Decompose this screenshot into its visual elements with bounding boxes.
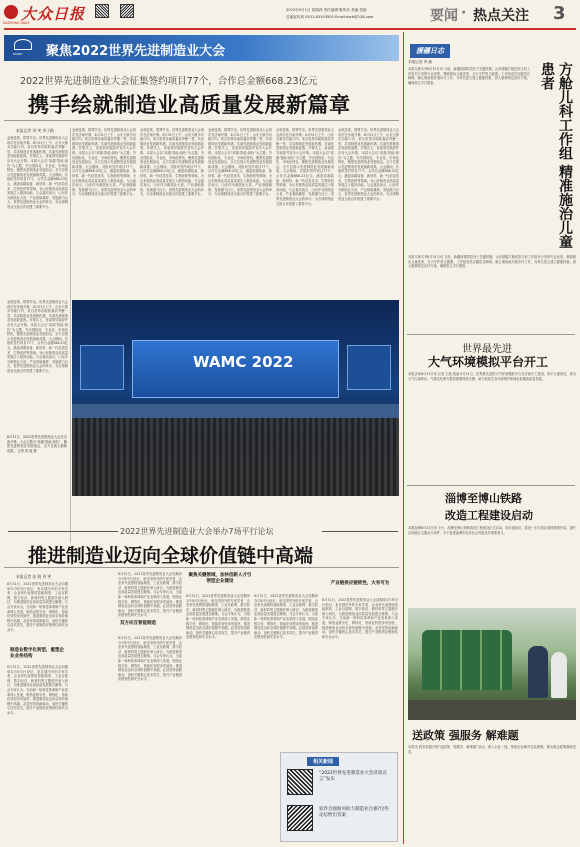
- qr-code: [95, 4, 109, 18]
- sidebar-vertical-title: 方舱儿科工作组 精准施治儿童患者: [539, 62, 573, 249]
- article2-body-col1b: 8月31日，2022世界先进制造业大会同期举办7场平行论坛，来自国内外的专家学者、企业家代表围绕智能制造、工业互联网、数字经济、新材料等主题展开深入研讨，为推进制造业高质量发展建言献策。与会专家认为，当前新一轮科技革命和产业变革深入发展，制造业数字化、网络化、智能化转型步伐加快，推进制造业迈向全球价值链中高端，必须坚持创新驱动，加快关键核心技术攻关，提升产业链供应链韧性和安全水平。: [7, 665, 68, 715]
- worker-figure: [528, 646, 548, 698]
- article2-body-col2a: 8月31日，2022世界先进制造业大会同期举办7场平行论坛，来自国内外的专家学者、企业家代表围绕智能制造、工业互联网、数字经济、新材料等主题展开深入研讨，为推进制造业高质量发展建言献策。与会专家认为，当前新一轮科技革命和产业变革深入发展，制造业数字化、网络化、智能化转型步伐加快，推进制造业迈向全球价值链中高端，必须坚持创新驱动，加快关键核心技术攻关，提升产业链供应链韧性和安全水平。: [118, 572, 182, 618]
- stage-screen-text: WAMC 2022: [193, 353, 294, 371]
- article1-byline: 本报记者 刘 笑 李子路: [16, 128, 54, 133]
- article2-sub4: 产业链供应链韧性，大有可为: [330, 581, 390, 586]
- side-screen-right: [347, 345, 391, 390]
- banner-title: 聚焦2022世界先进制造业大会: [46, 44, 226, 59]
- article1-body-col1b: 金秋送爽，群贤毕至。世界先进制造业大会再次在济南开幕。8月31日上午，山东大厦多功能厅内，来自世界各地的嘉宾齐聚一堂，共话制造业发展新机遇，共谋先进制造业发展新蓝图。开幕式上，省委领导致辞并宣布大会开幕。本届大会以“高端·智能·绿色”为主题，突出国际化、专业化、市场化特色，聚焦先进制造业发展前沿，全方位展示先进制造业发展最新成果。大会期间，共组织签约项目77个，合作总金额668.23亿元，涵盖高端装备、新材料、新一代信息技术、生物医药等领域，为山东制造业高质量发展注入强劲动能。与会嘉宾表示，山东作为制造业大省，产业基础雄厚，发展潜力巨大，世界先进制造业大会的举办，为全球制造业交流合作搭建了重要平台。: [7, 300, 68, 373]
- ground: [408, 700, 576, 720]
- article2-body-col3: 8月31日，2022世界先进制造业大会同期举办7场平行论坛，来自国内外的专家学者、企业家代表围绕智能制造、工业互联网、数字经济、新材料等主题展开深入研讨，为推进制造业高质量发展建言献策。与会专家认为，当前新一轮科技革命和产业变革深入发展，制造业数字化、网络化、智能化转型步伐加快，推进制造业迈向全球价值链中高端，必须坚持创新驱动，加快关键核心技术攻关，提升产业链供应链韧性和安全水平。: [186, 594, 250, 640]
- conference-photo: [72, 300, 399, 496]
- promo-item-2[interactable]: 软件自强如何助力制造业自强?这些论坛给出答案: [319, 807, 389, 818]
- article2-sub2: 双方向互智能制造: [120, 621, 156, 626]
- section4-title: 送政策 强服务 解难题: [412, 729, 519, 742]
- article1-body-col2: 金秋送爽，群贤毕至。世界先进制造业大会再次在济南开幕。8月31日上午，山东大厦多功能厅内，来自世界各地的嘉宾齐聚一堂，共话制造业发展新机遇，共谋先进制造业发展新蓝图。开幕式上，省委领导致辞并宣布大会开幕。本届大会以“高端·智能·绿色”为主题，突出国际化、专业化、市场化特色，聚焦先进制造业发展前沿，全方位展示先进制造业发展最新成果。大会期间，共组织签约项目77个，合作总金额668.23亿元，涵盖高端装备、新材料、新一代信息技术、生物医药等领域，为山东制造业高质量发展注入强劲动能。与会嘉宾表示，山东作为制造业大省，产业基础雄厚，发展潜力巨大，世界先进制造业大会的举办，为全球制造业交流合作搭建了重要平台。: [72, 128, 136, 197]
- promo-qr-code: [287, 805, 313, 831]
- logo-icon: [4, 5, 18, 19]
- article2-sub1: 制造业数字化转型，重塑企业业务结构: [10, 648, 64, 659]
- article1-body-col1: 金秋送爽，群贤毕至。世界先进制造业大会再次在济南开幕。8月31日上午，山东大厦多功能厅内，来自世界各地的嘉宾齐聚一堂，共话制造业发展新机遇，共谋先进制造业发展新蓝图。开幕式上，省委领导致辞并宣布大会开幕。本届大会以“高端·智能·绿色”为主题，突出国际化、专业化、市场化特色，聚焦先进制造业发展前沿，全方位展示先进制造业发展最新成果。大会期间，共组织签约项目77个，合作总金额668.23亿元，涵盖高端装备、新材料、新一代信息技术、生物医药等领域，为山东制造业高质量发展注入强劲动能。与会嘉宾表示，山东作为制造业大省，产业基础雄厚，发展潜力巨大，世界先进制造业大会的举办，为全球制造业交流合作搭建了重要平台。: [7, 136, 68, 209]
- article1-headline: 携手绘就制造业高质量发展新篇章: [28, 93, 351, 117]
- article2-body-col4: 8月31日，2022世界先进制造业大会同期举办7场平行论坛，来自国内外的专家学者、企业家代表围绕智能制造、工业互联网、数字经济、新材料等主题展开深入研讨，为推进制造业高质量发展建言献策。与会专家认为，当前新一轮科技革命和产业变革深入发展，制造业数字化、网络化、智能化转型步伐加快，推进制造业迈向全球价值链中高端，必须坚持创新驱动，加快关键核心技术攻关，提升产业链供应链韧性和安全水平。: [254, 594, 318, 640]
- forum-line-right: [322, 531, 398, 532]
- forum-line-left: [8, 531, 118, 532]
- stage-floor: [72, 404, 399, 418]
- masthead: [0, 0, 580, 30]
- article1-kicker: 2022世界先进制造业大会征集签约项目77个，合作总金额668.23亿元: [20, 76, 318, 87]
- worker-figure: [551, 652, 567, 698]
- article2-body-col2b: 8月31日，2022世界先进制造业大会同期举办7场平行论坛，来自国内外的专家学者、企业家代表围绕智能制造、工业互联网、数字经济、新材料等主题展开深入研讨，为推进制造业高质量发展建言献策。与会专家认为，当前新一轮科技革命和产业变革深入发展，制造业数字化、网络化、智能化转型步伐加快，推进制造业迈向全球价值链中高端，必须坚持创新驱动，加快关键核心技术攻关，提升产业链供应链韧性和安全水平。: [118, 636, 182, 682]
- masthead-date-line: 2022年9月1日 星期四 责任编辑 靳茂东 美编 张丽: [286, 8, 367, 12]
- section3-title1: 淄博至博山铁路: [445, 492, 522, 505]
- article2-body-col1: 8月31日，2022世界先进制造业大会同期举办7场平行论坛，来自国内外的专家学者、企业家代表围绕智能制造、工业互联网、数字经济、新材料等主题展开深入研讨，为推进制造业高质量发展建言献策。与会专家认为，当前新一轮科技革命和产业变革深入发展，制造业数字化、网络化、智能化转型步伐加快，推进制造业迈向全球价值链中高端，必须坚持创新驱动，加快关键核心技术攻关，提升产业链供应链韧性和安全水平。: [7, 582, 68, 632]
- section3-title2: 改造工程建设启动: [445, 509, 533, 522]
- tanks: [422, 630, 512, 690]
- wamc-logo-icon: [14, 39, 32, 50]
- article1-body-col5: 金秋送爽，群贤毕至。世界先进制造业大会再次在济南开幕。8月31日上午，山东大厦多功能厅内，来自世界各地的嘉宾齐聚一堂，共话制造业发展新机遇，共谋先进制造业发展新蓝图。开幕式上，省委领导致辞并宣布大会开幕。本届大会以“高端·智能·绿色”为主题，突出国际化、专业化、市场化特色，聚焦先进制造业发展前沿，全方位展示先进制造业发展最新成果。大会期间，共组织签约项目77个，合作总金额668.23亿元，涵盖高端装备、新材料、新一代信息技术、生物医药等领域，为山东制造业高质量发展注入强劲动能。与会嘉宾表示，山东作为制造业大省，产业基础雄厚，发展潜力巨大，世界先进制造业大会的举办，为全球制造业交流合作搭建了重要平台。: [276, 128, 334, 206]
- sidebar-tag: 援疆日志: [410, 44, 450, 58]
- railway-photo: [408, 608, 576, 720]
- audience: [72, 418, 399, 496]
- topic-banner: [4, 35, 399, 61]
- sidebar-byline: 本报记者 李 薇: [408, 60, 432, 64]
- section2-body: 本报济南8月31日讯 记者 王凯 报道 8月31日，世界最先进的大气环境模拟平台在济南开工建设。该平台建成后，将为大气污染防治、气候变化研究提供重要科研支撑，助力我省生态环境保护和绿色低碳高质量发展。: [408, 372, 576, 381]
- promo-tag: 相关新闻: [307, 757, 339, 766]
- article2-headline: 推进制造业迈向全球价值链中高端: [28, 545, 314, 567]
- article2-sub3: 聚焦关键领域，加快创新人才引领型企业建设: [188, 573, 252, 584]
- forum-title: 2022世界先进制造业大会举办7场平行论坛: [120, 527, 274, 536]
- sidebar-body: 本报乌鲁木齐8月31日讯 当前，新疆疫情防控处于关键时期，山东援疆方舱医院儿科工作组充分发挥专业优势，精准施治儿童患者，全力守护患儿健康。工作组成员克服语言障碍，耐心细致地开展诊疗工作，为每名患儿建立健康档案，因人施策制定治疗方案，确保患儿早日康复。: [408, 67, 530, 85]
- section4-body: 本报讯 我省积极开展“送政策、强服务、解难题”活动，深入企业一线，帮助企业解决实际困难，推动惠企政策落地见效。: [408, 745, 576, 754]
- promo-box[interactable]: [280, 752, 398, 842]
- masthead-phone-line: 总编室传真 0531-85193500 Email:dzrb@126.com: [286, 15, 374, 19]
- section2-title: 大气环境模拟平台开工: [428, 355, 549, 369]
- masthead-logo-sub: DAZHONG DAILY: [3, 21, 30, 25]
- qr-code: [120, 4, 134, 18]
- promo-item-1[interactable]: “2022世界先进制造业大会济南宣言”发布: [319, 771, 387, 782]
- promo-qr-code: [287, 769, 313, 795]
- section-sublabel: 热点关注: [473, 8, 529, 24]
- section2-heading: 世界最先进: [462, 344, 512, 355]
- article1-body-col6: 金秋送爽，群贤毕至。世界先进制造业大会再次在济南开幕。8月31日上午，山东大厦多功能厅内，来自世界各地的嘉宾齐聚一堂，共话制造业发展新机遇，共谋先进制造业发展新蓝图。开幕式上，省委领导致辞并宣布大会开幕。本届大会以“高端·智能·绿色”为主题，突出国际化、专业化、市场化特色，聚焦先进制造业发展前沿，全方位展示先进制造业发展最新成果。大会期间，共组织签约项目77个，合作总金额668.23亿元，涵盖高端装备、新材料、新一代信息技术、生物医药等领域，为山东制造业高质量发展注入强劲动能。与会嘉宾表示，山东作为制造业大省，产业基础雄厚，发展潜力巨大，世界先进制造业大会的举办，为全球制造业交流合作搭建了重要平台。: [338, 128, 399, 201]
- article1-body-col4: 金秋送爽，群贤毕至。世界先进制造业大会再次在济南开幕。8月31日上午，山东大厦多功能厅内，来自世界各地的嘉宾齐聚一堂，共话制造业发展新机遇，共谋先进制造业发展新蓝图。开幕式上，省委领导致辞并宣布大会开幕。本届大会以“高端·智能·绿色”为主题，突出国际化、专业化、市场化特色，聚焦先进制造业发展前沿，全方位展示先进制造业发展最新成果。大会期间，共组织签约项目77个，合作总金额668.23亿元，涵盖高端装备、新材料、新一代信息技术、生物医药等领域，为山东制造业高质量发展注入强劲动能。与会嘉宾表示，山东作为制造业大省，产业基础雄厚，发展潜力巨大，世界先进制造业大会的举办，为全球制造业交流合作搭建了重要平台。: [208, 128, 272, 197]
- article1-body-col3: 金秋送爽，群贤毕至。世界先进制造业大会再次在济南开幕。8月31日上午，山东大厦多功能厅内，来自世界各地的嘉宾齐聚一堂，共话制造业发展新机遇，共谋先进制造业发展新蓝图。开幕式上，省委领导致辞并宣布大会开幕。本届大会以“高端·智能·绿色”为主题，突出国际化、专业化、市场化特色，聚焦先进制造业发展前沿，全方位展示先进制造业发展最新成果。大会期间，共组织签约项目77个，合作总金额668.23亿元，涵盖高端装备、新材料、新一代信息技术、生物医药等领域，为山东制造业高质量发展注入强劲动能。与会嘉宾表示，山东作为制造业大省，产业基础雄厚，发展潜力巨大，世界先进制造业大会的举办，为全球制造业交流合作搭建了重要平台。: [140, 128, 204, 197]
- section-label: 要闻: [430, 8, 458, 24]
- stage-screen: [132, 340, 339, 398]
- masthead-logo: 大众日报: [21, 5, 86, 23]
- article2-byline: 本报记者 张 晓 刘 笑: [16, 574, 52, 579]
- sidebar-body-b: 本报乌鲁木齐8月31日讯 当前，新疆疫情防控处于关键时期，山东援疆方舱医院儿科工作组充分发挥专业优势，精准施治儿童患者，全力守护患儿健康。工作组成员克服语言障碍，耐心细致地开展诊疗工作，为每名患儿建立健康档案，因人施策制定治疗方案，确保患儿早日康复。: [408, 255, 576, 269]
- section3-body: 本报淄博8月31日讯 今天，淄博至博山铁路改造工程建设正式启动。项目建成后，将进一步完善区域铁路网布局，提升沿线地区交通出行条件，对于促进淄博市经济社会发展具有重要意义。: [408, 526, 576, 535]
- wamc-logo-sub: WAMC: [13, 52, 23, 56]
- page-number: 3: [553, 3, 566, 24]
- photo-caption: 8月31日，2022世界先进制造业大会在济南开幕。大会主题为“高端·智能·绿色”，聚焦先进制造业发展前沿，全方位展示最新成果。 记者 郭 毅 摄: [7, 435, 67, 453]
- side-screen-left: [80, 345, 124, 390]
- section-dot: ·: [461, 5, 467, 21]
- article2-body-col5: 8月31日，2022世界先进制造业大会同期举办7场平行论坛，来自国内外的专家学者、企业家代表围绕智能制造、工业互联网、数字经济、新材料等主题展开深入研讨，为推进制造业高质量发展建言献策。与会专家认为，当前新一轮科技革命和产业变革深入发展，制造业数字化、网络化、智能化转型步伐加快，推进制造业迈向全球价值链中高端，必须坚持创新驱动，加快关键核心技术攻关，提升产业链供应链韧性和安全水平。: [322, 598, 398, 639]
